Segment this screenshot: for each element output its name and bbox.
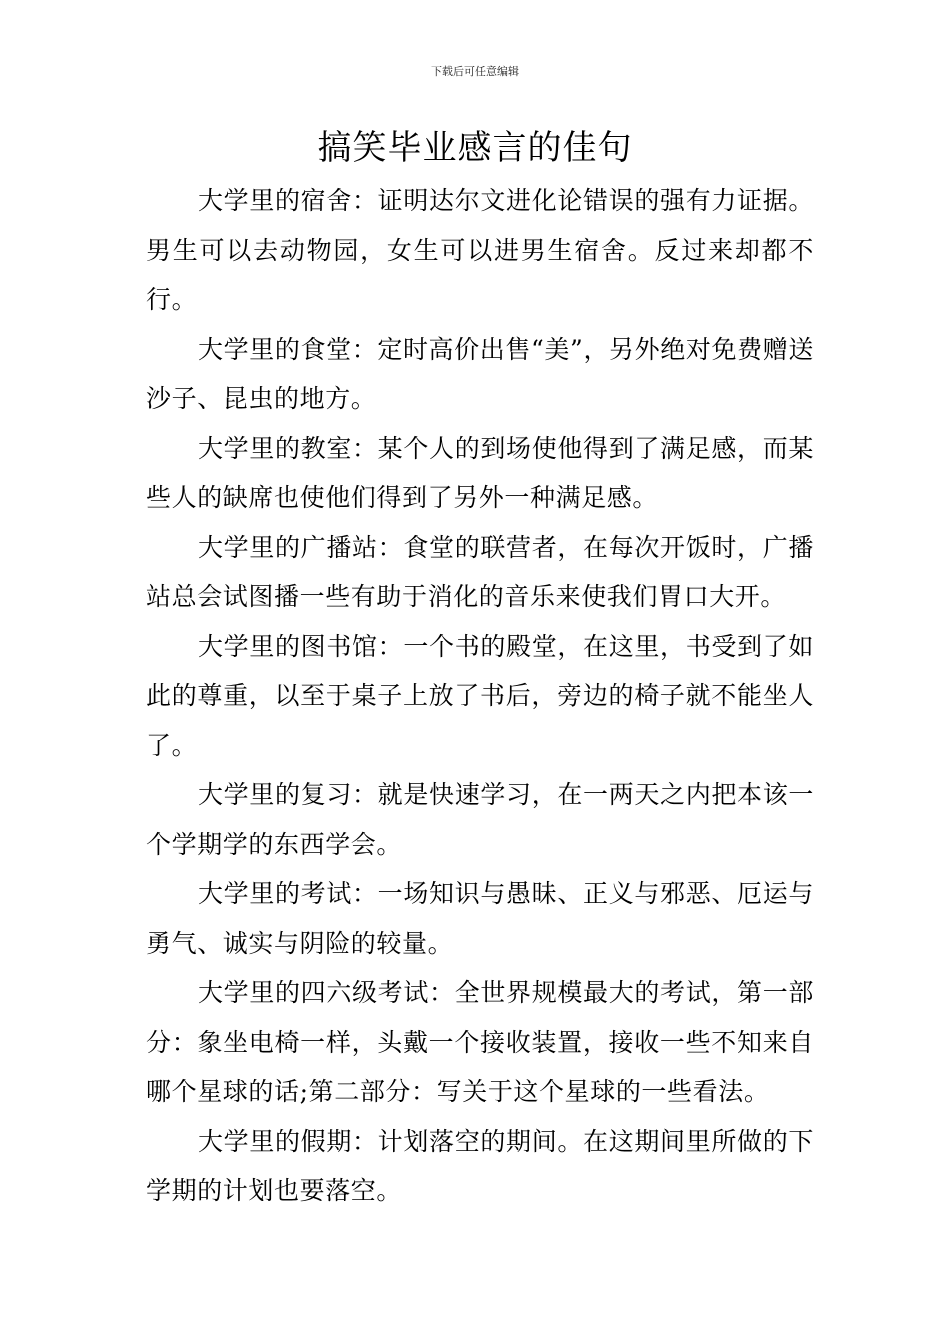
paragraph-library: 大学里的图书馆：一个书的殿堂，在这里，书受到了如此的尊重，以至于桌子上放了书后，旁边的椅子就不能坐人了。 <box>146 631 814 760</box>
paragraph-holiday: 大学里的假期：计划落空的期间。在这期间里所做的下学期的计划也要落空。 <box>146 1126 814 1205</box>
paragraph-broadcast-station: 大学里的广播站：食堂的联营者，在每次开饭时，广播站总会试图播一些有助于消化的音乐来使我们胃口大开。 <box>146 532 814 611</box>
header-note: 下载后可任意编辑 <box>431 65 519 78</box>
document-title: 搞笑毕业感言的佳句 <box>317 128 633 168</box>
paragraph-cet-exam: 大学里的四六级考试：全世界规模最大的考试，第一部分：象坐电椅一样，头戴一个接收装置，接收一些不知来自哪个星球的话;第二部分：写关于这个星球的一些看法。 <box>146 978 814 1106</box>
paragraph-exam: 大学里的考试：一场知识与愚昧、正义与邪恶、厄运与勇气、诚实与阴险的较量。 <box>146 879 814 958</box>
paragraph-dormitory: 大学里的宿舍：证明达尔文进化论错误的强有力证据。男生可以去动物园，女生可以进男生宿舍。反过来却都不行。 <box>146 186 814 314</box>
document-body <box>146 176 814 1216</box>
paragraph-classroom: 大学里的教室：某个人的到场使他得到了满足感，而某些人的缺席也使他们得到了另外一种满足感。 <box>146 433 814 512</box>
paragraph-cafeteria: 大学里的食堂：定时高价出售“美”，另外绝对免费赠送沙子、昆虫的地方。 <box>146 334 814 413</box>
paragraph-review: 大学里的复习：就是快速学习，在一两天之内把本该一个学期学的东西学会。 <box>146 780 814 859</box>
